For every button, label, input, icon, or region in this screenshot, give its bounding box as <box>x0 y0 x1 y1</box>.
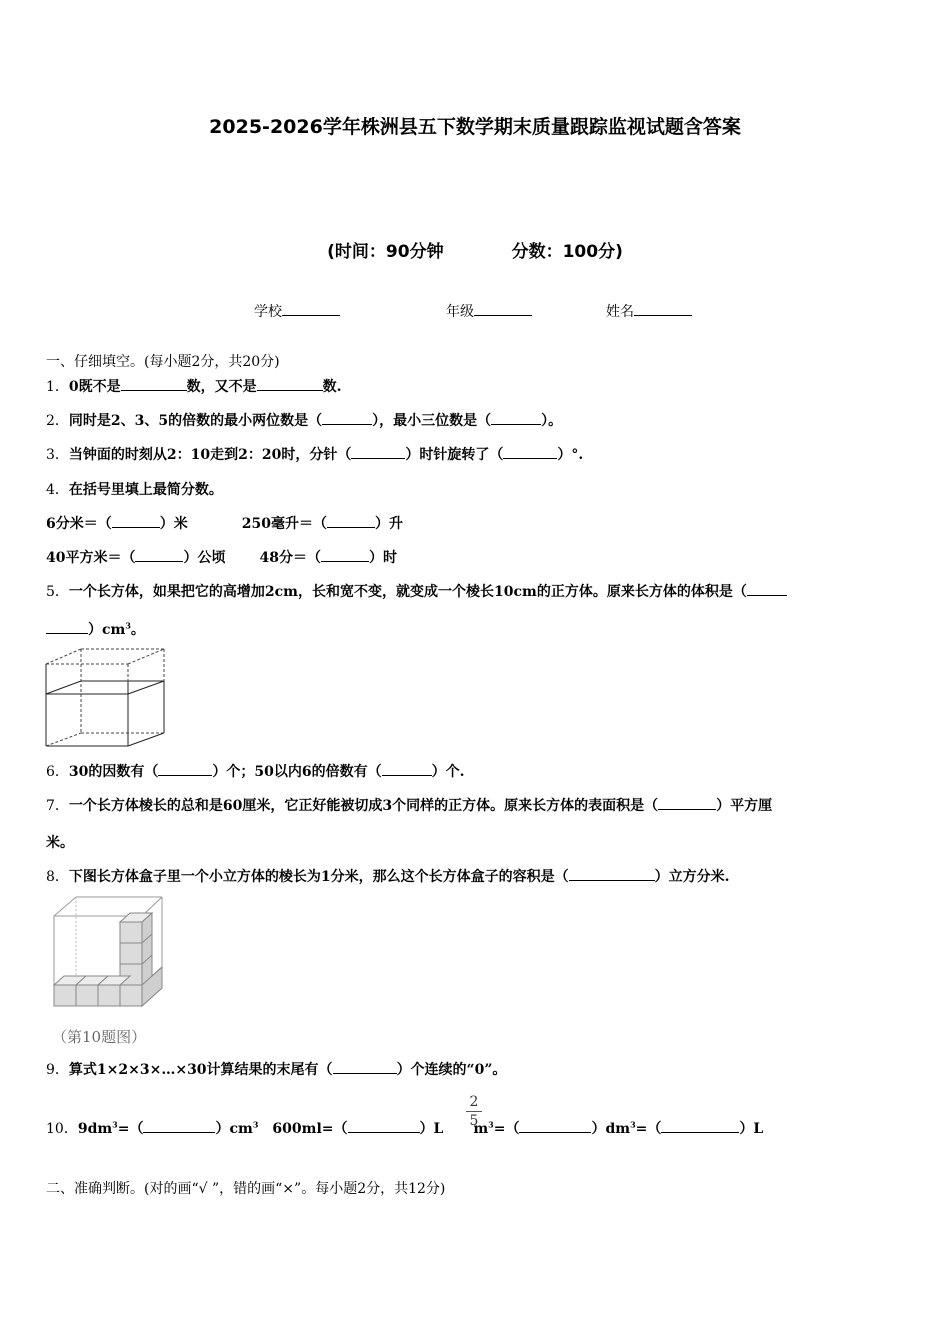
time-limit: (时间：90分钟 <box>327 242 444 262</box>
question-10: 10．$9dm^3=$（ ）$cm^3$ 600ml=（ ）L $m^3=$（ ）$dm^3=$（ ）L <box>46 1119 764 1137</box>
question-5: 5．一个长方体，如果把它的高增加2cm，长和宽不变，就变成一个棱长10cm的正方体。原来长方体的体积是（ <box>46 581 787 601</box>
section-2-heading: 二、准确判断。(对的画“√ ”，错的画“×”。每小题2分，共12分) <box>46 1181 446 1197</box>
answer-blank[interactable] <box>135 560 183 562</box>
figure-caption: （第10题图） <box>52 1028 147 1046</box>
answer-blank[interactable] <box>257 389 323 391</box>
school-field[interactable]: 学校 <box>254 301 340 321</box>
question-5-cont: ）$cm^3$。 <box>46 619 145 639</box>
answer-blank[interactable] <box>658 808 716 810</box>
answer-blank[interactable] <box>322 423 372 425</box>
answer-blank[interactable] <box>661 1131 739 1133</box>
answer-blank[interactable] <box>351 457 405 459</box>
exam-subtitle <box>0 237 950 262</box>
answer-blank[interactable] <box>121 389 187 391</box>
answer-blank[interactable] <box>321 560 369 562</box>
grade-field[interactable]: 年级 <box>446 301 532 321</box>
question-4-row-2: 40平方米＝（ ）公顷 48分＝（ ）时 <box>46 550 397 566</box>
answer-blank[interactable] <box>747 594 787 596</box>
total-score: 分数：100分) <box>511 242 623 262</box>
fraction-two-fifths: 2 5 <box>464 1094 484 1129</box>
answer-blank[interactable] <box>327 526 375 528</box>
answer-blank[interactable] <box>143 1131 215 1133</box>
question-4: 4．在括号里填上最简分数。 <box>46 482 223 498</box>
answer-blank[interactable] <box>158 774 212 776</box>
question-8: 8．下图长方体盒子里一个小立方体的棱长为1分米，那么这个长方体盒子的容积是（ ）立方分米. <box>46 869 730 885</box>
question-1: 1．0既不是 数，又不是 数. <box>46 379 342 395</box>
question-4-row-1: 6分米＝（ ）米 250毫升＝（ ）升 <box>46 516 403 532</box>
question-2: 2．同时是2、3、5的倍数的最小两位数是（ ），最小三位数是（ ）。 <box>46 413 563 429</box>
answer-blank[interactable] <box>491 423 541 425</box>
answer-blank[interactable] <box>112 526 160 528</box>
name-field[interactable]: 姓名 <box>606 301 692 321</box>
cuboid-figure <box>44 646 168 750</box>
answer-blank[interactable] <box>519 1131 591 1133</box>
section-1-heading: 一、仔细填空。(每小题2分，共20分) <box>46 354 280 370</box>
answer-blank[interactable] <box>569 879 655 881</box>
page-title: 2025-2026学年株洲县五下数学期末质量跟踪监视试题含答案 <box>209 116 741 138</box>
question-3: 3．当钟面的时刻从2：10走到2：20时，分针（ ）时针旋转了（ ）°. <box>46 447 584 463</box>
question-6: 6．30的因数有（ ）个；50以内6的倍数有（ ）个. <box>46 764 465 780</box>
answer-blank[interactable] <box>46 632 88 634</box>
answer-blank[interactable] <box>348 1131 420 1133</box>
question-7: 7．一个长方体棱长的总和是60厘米，它正好能被切成3个同样的正方体。原来长方体的表面积是（ ）平方厘 <box>46 798 773 814</box>
answer-blank[interactable] <box>333 1072 397 1074</box>
answer-blank[interactable] <box>382 774 432 776</box>
answer-blank[interactable] <box>503 457 557 459</box>
question-9: 9．算式1×2×3×…×30计算结果的末尾有（ ）个连续的“0”。 <box>46 1062 507 1078</box>
box-with-cubes-figure <box>50 894 166 1010</box>
question-7-cont: 米。 <box>46 835 74 851</box>
